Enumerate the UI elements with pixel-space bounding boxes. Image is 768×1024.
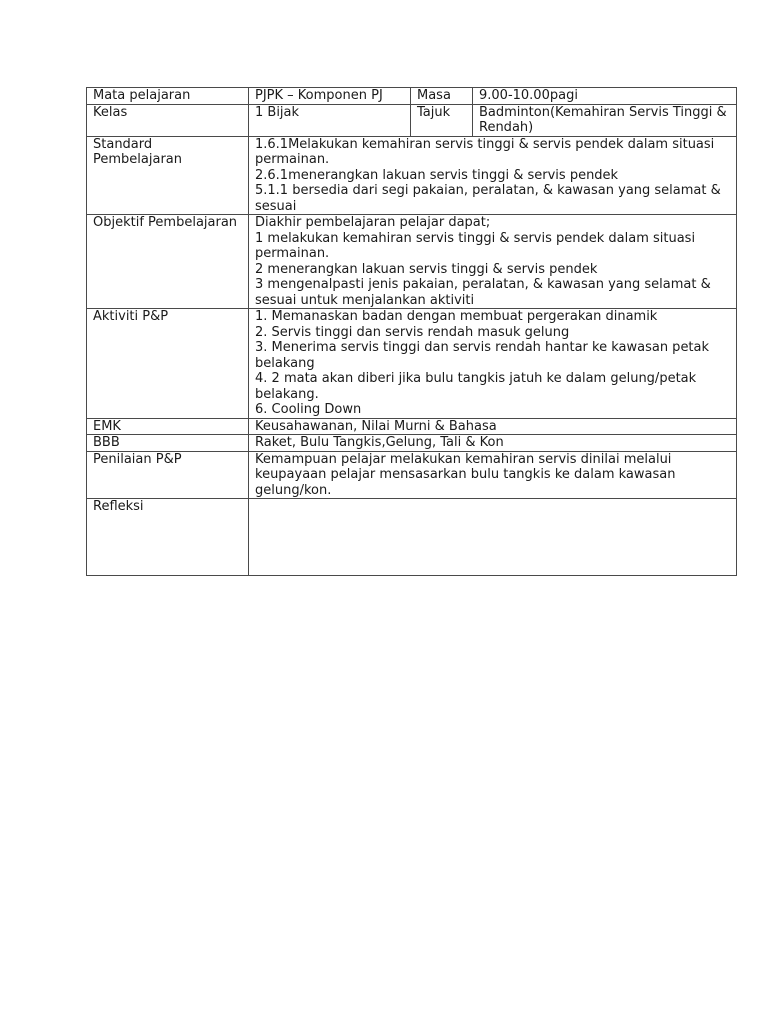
value-aktiviti bbox=[249, 309, 737, 419]
aktiviti-line: 4. 2 mata akan diberi jika bulu tangkis jatuh ke dalam gelung/petak belakang. bbox=[255, 371, 697, 402]
row-objektif bbox=[87, 215, 737, 309]
label-refleksi: Refleksi bbox=[87, 499, 249, 576]
row-mata-pelajaran bbox=[87, 88, 737, 105]
label-objektif: Objektif Pembelajaran bbox=[87, 215, 249, 309]
objektif-line: 3 mengenalpasti jenis pakaian, peralatan, & kawasan yang selamat & sesuai untuk menjalankan aktiviti bbox=[255, 277, 711, 308]
label-tajuk: Tajuk bbox=[411, 104, 473, 136]
aktiviti-line: 2. Servis tinggi dan servis rendah masuk gelung bbox=[255, 324, 570, 340]
objektif-line: 1 melakukan kemahiran servis tinggi & servis pendek dalam situasi permainan. bbox=[255, 230, 696, 261]
label-standard: Standard Pembelajaran bbox=[87, 136, 249, 215]
value-masa: 9.00-10.00pagi bbox=[473, 88, 737, 105]
label-masa: Masa bbox=[411, 88, 473, 105]
standard-line: 1.6.1Melakukan kemahiran servis tinggi & servis pendek dalam situasi permainan. bbox=[255, 136, 715, 167]
value-kelas: 1 Bijak bbox=[249, 104, 411, 136]
label-bbb: BBB bbox=[87, 435, 249, 452]
label-kelas: Kelas bbox=[87, 104, 249, 136]
label-mata-pelajaran: Mata pelajaran bbox=[87, 88, 249, 105]
objektif-line: Diakhir pembelajaran pelajar dapat; bbox=[255, 215, 491, 230]
row-emk bbox=[87, 418, 737, 435]
row-penilaian bbox=[87, 451, 737, 499]
label-emk: EMK bbox=[87, 418, 249, 435]
objektif-line: 2 menerangkan lakuan servis tinggi & servis pendek bbox=[255, 261, 598, 277]
value-tajuk: Badminton(Kemahiran Servis Tinggi & Rendah) bbox=[473, 104, 737, 136]
value-mata-pelajaran: PJPK – Komponen PJ bbox=[249, 88, 411, 105]
lesson-plan-table bbox=[86, 87, 737, 576]
row-bbb bbox=[87, 435, 737, 452]
standard-line: 2.6.1menerangkan lakuan servis tinggi & servis pendek bbox=[255, 167, 619, 183]
value-emk: Keusahawanan, Nilai Murni & Bahasa bbox=[249, 418, 737, 435]
value-objektif bbox=[249, 215, 737, 309]
label-penilaian: Penilaian P&P bbox=[87, 451, 249, 499]
row-kelas bbox=[87, 104, 737, 136]
value-refleksi[interactable] bbox=[249, 499, 737, 576]
aktiviti-line: 6. Cooling Down bbox=[255, 402, 362, 417]
row-aktiviti bbox=[87, 309, 737, 419]
value-penilaian: Kemampuan pelajar melakukan kemahiran servis dinilai melalui keupayaan pelajar mensasarkan bulu tangkis ke dalam kawasan gelung/kon. bbox=[249, 451, 737, 499]
standard-line: 5.1.1 bersedia dari segi pakaian, peralatan, & kawasan yang selamat & sesuai bbox=[255, 183, 721, 214]
value-standard bbox=[249, 136, 737, 215]
value-bbb: Raket, Bulu Tangkis,Gelung, Tali & Kon bbox=[249, 435, 737, 452]
aktiviti-line: 1. Memanaskan badan dengan membuat pergerakan dinamik bbox=[255, 309, 658, 324]
aktiviti-line: 3. Menerima servis tinggi dan servis rendah hantar ke kawasan petak belakang bbox=[255, 340, 710, 371]
label-aktiviti: Aktiviti P&P bbox=[87, 309, 249, 419]
row-standard bbox=[87, 136, 737, 215]
row-refleksi bbox=[87, 499, 737, 576]
